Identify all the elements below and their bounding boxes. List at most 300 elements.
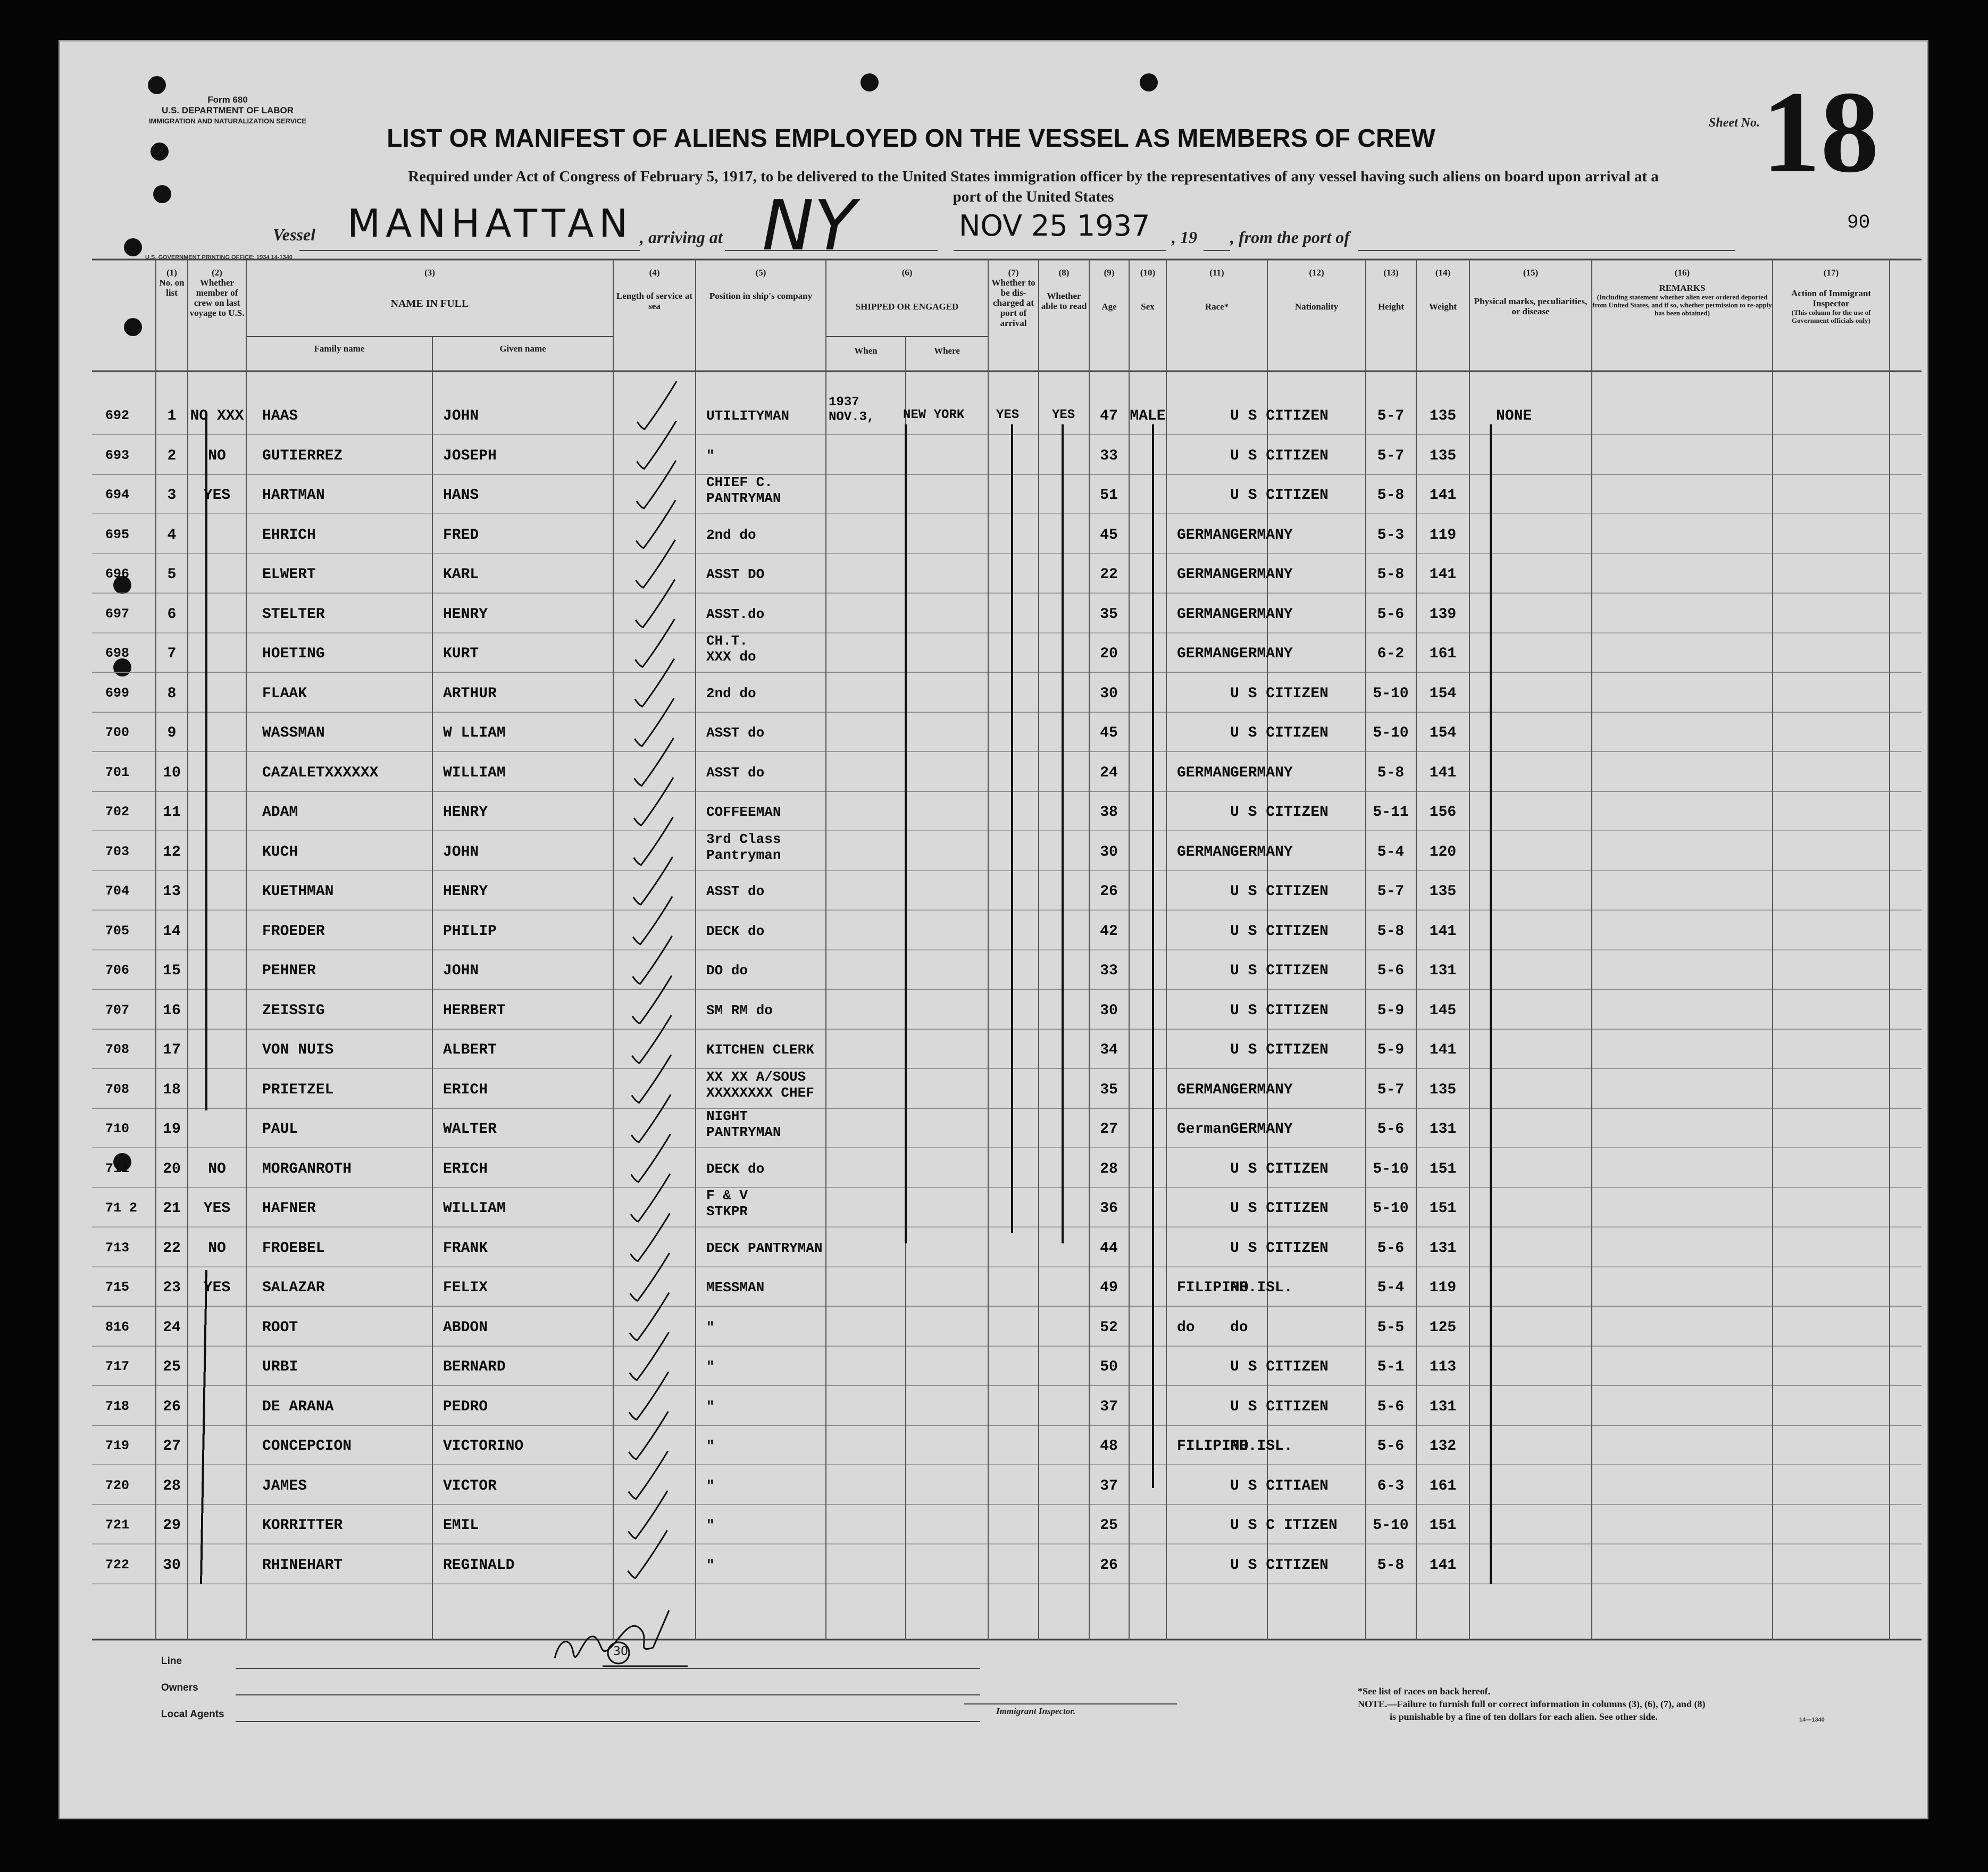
family-name: FROEDER: [262, 923, 325, 940]
list-number: 23: [163, 1280, 181, 1296]
position-line-1: SM RM do: [706, 1002, 773, 1018]
age: 37: [1100, 1398, 1118, 1415]
family-name: URBI: [262, 1359, 298, 1375]
weight: 135: [1429, 883, 1457, 900]
serial-number: 722: [105, 1557, 130, 1573]
arrival-date: NOV 25 1937: [959, 209, 1150, 243]
position-line-1: DO do: [706, 963, 748, 979]
weight: 131: [1429, 1121, 1457, 1138]
nationality: U S CITIZEN: [1230, 1240, 1329, 1257]
ship-position: [706, 804, 781, 820]
serial-number: 692: [105, 408, 130, 423]
family-name: RHINEHART: [262, 1557, 343, 1574]
family-name: KORRITTER: [262, 1517, 343, 1534]
race: GERMAN: [1177, 1081, 1231, 1098]
weight: 131: [1429, 1240, 1457, 1257]
weight: 161: [1429, 646, 1457, 662]
age: 30: [1100, 1002, 1118, 1019]
weight: 161: [1429, 1477, 1457, 1494]
weight: 119: [1429, 526, 1457, 544]
list-number: 11: [163, 804, 181, 821]
ship-position: [706, 1002, 773, 1018]
family-name: PEHNER: [262, 963, 316, 979]
list-number: 12: [163, 843, 181, 860]
height: 5-6: [1377, 1240, 1405, 1257]
position-line-1: 2nd do: [706, 685, 756, 701]
weight: 139: [1429, 606, 1457, 623]
age: 35: [1100, 1081, 1118, 1098]
height: 5-7: [1377, 408, 1405, 424]
age: 45: [1100, 526, 1118, 544]
nationality: U S CITIZEN: [1230, 447, 1329, 464]
weight: 113: [1429, 1359, 1457, 1375]
position-line-1: CHIEF C.: [706, 474, 773, 490]
position-line-1: UTILITYMAN: [706, 408, 790, 424]
given-name: HERBERT: [443, 1002, 506, 1019]
nationality: GERMANY: [1230, 606, 1293, 623]
crew-last-voyage: YES: [203, 1280, 231, 1296]
age: 38: [1100, 804, 1118, 821]
given-name: VICTORINO: [443, 1438, 524, 1455]
list-number: 20: [163, 1160, 181, 1177]
position-line-1: MESSMAN: [706, 1280, 765, 1296]
ship-position: [706, 1280, 764, 1296]
height: 5-8: [1377, 1557, 1405, 1574]
footer-owners-label: Owners: [161, 1682, 198, 1693]
manifest-subtitle: Required under Act of Congress of February 5, 1917, to be delivered to the United States immigration officer by the representatives of any vessel having such aliens on board upon arrival at a port of the United States: [408, 168, 1659, 205]
age: 27: [1100, 1121, 1118, 1138]
height: 5-10: [1373, 1517, 1409, 1534]
list-number: 9: [167, 725, 177, 741]
list-number: 22: [163, 1240, 181, 1257]
height: 5-6: [1377, 1438, 1405, 1455]
col-17-header: (17) Action of Immigrant Inspector (This column for the use of Government officials only): [1791, 268, 1872, 324]
list-number: 19: [163, 1121, 181, 1138]
height: 6-2: [1377, 646, 1405, 662]
weight: 135: [1429, 447, 1457, 464]
serial-number: 704: [105, 883, 130, 899]
list-number: 6: [167, 606, 177, 623]
footer-rule: [236, 1668, 980, 1669]
ship-position: [706, 963, 748, 979]
race: GERMAN: [1177, 566, 1231, 583]
col-6a-header: When: [854, 346, 878, 356]
nationality: GERMANY: [1230, 843, 1293, 860]
family-name: SALAZAR: [262, 1280, 325, 1296]
given-name: KARL: [443, 566, 479, 583]
given-name: VICTOR: [443, 1477, 497, 1494]
col-10-header: (10) Sex: [1140, 268, 1156, 312]
weight: 141: [1429, 764, 1457, 781]
height: 5-4: [1377, 843, 1405, 860]
height: 5-7: [1377, 1081, 1405, 1098]
nationality: GERMANY: [1230, 1121, 1293, 1138]
weight: 135: [1429, 408, 1457, 424]
year-label: , 19: [1172, 228, 1197, 247]
discharged: YES: [996, 408, 1020, 422]
family-name: FROEBEL: [262, 1240, 325, 1257]
nationality: U S C ITIZEN: [1230, 1517, 1338, 1534]
nationality: U S CITIZEN: [1230, 883, 1329, 900]
nationality: U S CITIZEN: [1230, 923, 1329, 940]
family-name: HAFNER: [262, 1200, 316, 1217]
weight: 151: [1429, 1160, 1457, 1177]
nationality: GERMANY: [1230, 1081, 1293, 1098]
ship-position: [706, 686, 756, 701]
position-line-1: 3rd Class: [706, 831, 781, 847]
weight: 141: [1429, 566, 1457, 583]
shipped-where: NEW YORK: [903, 408, 965, 422]
given-name: W LLIAM: [443, 725, 506, 741]
height: 5-6: [1377, 1398, 1405, 1415]
given-name: EMIL: [443, 1517, 479, 1534]
position-line-1: DECK PANTRYMAN: [706, 1240, 823, 1256]
signature-mark: 30: [613, 1645, 628, 1658]
list-number: 28: [163, 1477, 181, 1494]
col-6-header: (6) SHIPPED OR ENGAGED: [855, 268, 959, 312]
age: 35: [1100, 606, 1118, 623]
inspector-rule: [964, 1703, 1177, 1704]
manifest-sheet: [59, 40, 1928, 1819]
ship-position: [706, 1478, 715, 1494]
serial-number: 816: [105, 1319, 130, 1335]
nationality: U S CITIZEN: [1230, 1398, 1329, 1415]
given-name: ARTHUR: [443, 685, 497, 702]
col-7-header: (7) Whether to be dis-charged at port of arrival: [991, 268, 1035, 328]
given-name: PHILIP: [443, 923, 497, 940]
family-name: EHRICH: [262, 526, 316, 544]
manifest-title: LIST OR MANIFEST OF ALIENS EMPLOYED ON THE VESSEL AS MEMBERS OF CREW: [387, 124, 1435, 153]
height: 6-3: [1377, 1477, 1405, 1494]
family-name: FLAAK: [262, 685, 307, 702]
department: U.S. DEPARTMENT OF LABOR: [161, 105, 294, 115]
sex: MALE: [1130, 408, 1166, 424]
height: 5-11: [1373, 804, 1409, 821]
family-name: CAZALETXXXXXX: [262, 764, 379, 781]
col-1-header: (1) No. on list: [159, 268, 185, 298]
nationality: U S CITIZEN: [1230, 1002, 1329, 1019]
nationality: U S CITIZEN: [1230, 804, 1329, 821]
service: IMMIGRATION AND NATURALIZATION SERVICE: [148, 117, 307, 125]
weight: 120: [1429, 843, 1457, 860]
serial-number: 703: [105, 843, 130, 859]
serial-number: 721: [105, 1517, 130, 1533]
serial-number: 720: [105, 1477, 130, 1493]
position-line-1: ": [706, 1477, 715, 1494]
footer-line-label: Line: [161, 1656, 182, 1667]
col-16-header: (16) REMARKS (Including statement whether alien ever ordered deported from United States, and if so, whether permission to re-apply has been obtained): [1592, 268, 1772, 317]
race: GERMAN: [1177, 764, 1231, 781]
position-line-2: PANTRYMAN: [706, 1124, 781, 1140]
height: 5-8: [1377, 487, 1405, 504]
footer-rule: [236, 1721, 980, 1722]
serial-number: 696: [105, 566, 130, 582]
position-line-2: STKPR: [706, 1204, 748, 1219]
ship-position: [706, 633, 756, 665]
nationality: U S CITIZEN: [1230, 725, 1329, 741]
ship-position: [706, 1517, 715, 1533]
serial-number: 710: [105, 1121, 130, 1136]
given-name: JOHN: [443, 843, 479, 860]
age: 26: [1100, 1557, 1118, 1574]
weight: 141: [1429, 487, 1457, 504]
position-line-2: Pantryman: [706, 847, 781, 863]
list-number: 17: [163, 1042, 181, 1058]
height: 5-8: [1377, 764, 1405, 781]
col-8-header: (8) Whether able to read: [1041, 268, 1087, 311]
race: GERMAN: [1177, 646, 1231, 662]
race: FILIPINO: [1177, 1280, 1249, 1296]
serial-number: 701: [105, 764, 130, 780]
ship-position: [706, 923, 764, 939]
footer-rule: [236, 1694, 980, 1695]
ship-position: [706, 1042, 814, 1058]
position-line-1: ": [706, 1517, 715, 1533]
age: 28: [1100, 1160, 1118, 1177]
family-name: PRIETZEL: [262, 1081, 334, 1098]
family-name: ROOT: [262, 1319, 298, 1336]
nationality: PH.ISL.: [1230, 1280, 1293, 1296]
age: 30: [1100, 843, 1118, 860]
list-number: 25: [163, 1359, 181, 1375]
weight: 141: [1429, 1557, 1457, 1574]
position-line-1: ": [706, 1398, 715, 1415]
serial-number: 706: [105, 963, 130, 978]
list-number: 18: [163, 1081, 181, 1098]
position-line-1: ": [706, 1319, 715, 1335]
weight: 145: [1429, 1002, 1457, 1019]
height: 5-10: [1373, 1200, 1409, 1217]
ship-position: [706, 831, 781, 863]
serial-number: 697: [105, 606, 130, 622]
list-number: 29: [163, 1517, 181, 1534]
col-3a-header: Family name: [314, 344, 365, 354]
nationality: U S CITIZEN: [1230, 487, 1329, 504]
age: 45: [1100, 725, 1118, 741]
weight: 119: [1429, 1280, 1457, 1296]
serial-number: 71 2: [105, 1200, 138, 1216]
given-name: JOHN: [443, 408, 479, 424]
list-number: 7: [167, 646, 177, 662]
from-port-label: , from the port of: [1230, 228, 1350, 247]
form-number: Form 680: [207, 95, 248, 105]
crew-last-voyage: NO: [208, 1240, 226, 1257]
position-line-1: XX XX A/SOUS: [706, 1068, 806, 1085]
footer-agents-label: Local Agents: [161, 1709, 224, 1720]
position-line-1: ASST do: [706, 883, 765, 899]
position-line-1: 2nd do: [706, 526, 756, 543]
age: 20: [1100, 646, 1118, 662]
given-name: HANS: [443, 487, 479, 504]
shipped-when: [829, 395, 874, 425]
col-9-header: (9) Age: [1101, 268, 1117, 312]
serial-number: 719: [105, 1438, 130, 1453]
col-12-header: (12) Nationality: [1294, 268, 1339, 312]
col-11-header: (11) Race*: [1205, 268, 1229, 312]
form-code: 14—1340: [1799, 1717, 1825, 1723]
nationality: U S CITIZEN: [1230, 685, 1329, 702]
race: FILIPINO: [1177, 1438, 1249, 1455]
given-name: ERICH: [443, 1160, 488, 1177]
family-name: JAMES: [262, 1477, 307, 1494]
list-number: 10: [163, 764, 181, 781]
height: 5-9: [1377, 1042, 1405, 1058]
height: 5-7: [1377, 883, 1405, 900]
given-name: REGINALD: [443, 1557, 515, 1574]
serial-number: 708: [105, 1081, 130, 1097]
vessel-name: MANHATTAN: [347, 201, 633, 246]
ship-position: [706, 1108, 781, 1140]
nationality: U S CITIZEN: [1230, 408, 1329, 424]
height: 5-8: [1377, 923, 1405, 940]
weight: 141: [1429, 1042, 1457, 1058]
given-name: JOHN: [443, 963, 479, 979]
col-3b-header: Given name: [499, 344, 546, 354]
given-name: BERNARD: [443, 1359, 506, 1375]
footer-notes: *See list of races on back hereof. NOTE.—Failure to furnish full or correct information in columns (3), (6), (7), and (8) is punishable by a fine of ten dollars for each alien. See other side.: [1358, 1686, 1706, 1722]
nationality: U S CITIZEN: [1230, 1557, 1329, 1574]
list-number: 3: [167, 487, 177, 504]
height: 5-8: [1377, 566, 1405, 583]
given-name: HENRY: [443, 606, 488, 623]
position-line-1: ": [706, 1557, 715, 1573]
ship-position: [706, 448, 715, 464]
ship-position: [706, 474, 781, 506]
nationality: U S CITIZEN: [1230, 963, 1329, 979]
position-line-2: PANTRYMAN: [706, 490, 781, 506]
physical-marks: NONE: [1496, 408, 1532, 424]
height: 5-9: [1377, 1002, 1405, 1019]
age: 24: [1100, 764, 1118, 781]
age: 51: [1100, 487, 1118, 504]
col-2-header: (2) Whether member of crew on last voyage to U.S.: [189, 268, 245, 318]
age: 34: [1100, 1042, 1118, 1058]
col-6b-header: Where: [934, 346, 960, 356]
age: 25: [1100, 1517, 1118, 1534]
nationality: U S CITIZEN: [1230, 1160, 1329, 1177]
serial-number: 718: [105, 1398, 130, 1414]
list-number: 8: [167, 685, 177, 702]
check-mark: [637, 381, 676, 429]
arriving-label: , arriving at: [640, 228, 723, 247]
nationality: U S CITIAEN: [1230, 1477, 1329, 1494]
age: 49: [1100, 1280, 1118, 1296]
given-name: WILLIAM: [443, 1200, 506, 1217]
serial-number: 694: [105, 487, 130, 503]
list-number: 1: [167, 408, 177, 424]
family-name: GUTIERREZ: [262, 447, 343, 464]
race: GERMAN: [1177, 843, 1231, 860]
list-number: 2: [167, 447, 177, 464]
arriving-port: NY: [762, 185, 856, 266]
ship-position: [706, 606, 764, 622]
ship-position: [706, 527, 756, 543]
nationality: U S CITIZEN: [1230, 1042, 1329, 1058]
age: 44: [1100, 1240, 1118, 1257]
ship-position: [706, 1069, 814, 1101]
given-name: FRANK: [443, 1240, 488, 1257]
position-line-1: DECK do: [706, 923, 765, 939]
crew-last-voyage: NO: [208, 447, 226, 464]
col-14-header: (14) Weight: [1429, 268, 1457, 312]
age: 50: [1100, 1359, 1118, 1375]
list-number: 26: [163, 1398, 181, 1415]
position-line-1: ASST do: [706, 764, 765, 781]
ship-position: [706, 1557, 715, 1573]
family-name: PAUL: [262, 1121, 298, 1138]
ship-position: [706, 883, 764, 899]
col-4-header: (4) Length of service at sea: [616, 268, 693, 311]
weight: 151: [1429, 1517, 1457, 1534]
position-line-1: ASST.do: [706, 606, 765, 622]
age: 26: [1100, 883, 1118, 900]
age: 47: [1100, 408, 1118, 424]
height: 5-10: [1373, 685, 1409, 702]
given-name: ABDON: [443, 1319, 488, 1336]
given-name: ALBERT: [443, 1042, 497, 1058]
serial-number: 695: [105, 526, 130, 542]
race: GERMAN: [1177, 606, 1231, 623]
age: 33: [1100, 447, 1118, 464]
ship-position: [706, 1188, 748, 1219]
age: 37: [1100, 1477, 1118, 1494]
height: 5-6: [1377, 1121, 1405, 1138]
height: 5-7: [1377, 447, 1405, 464]
position-line-1: DECK do: [706, 1160, 765, 1177]
age: 52: [1100, 1319, 1118, 1336]
height: 5-3: [1377, 526, 1405, 544]
given-name: PEDRO: [443, 1398, 488, 1415]
serial-number: 693: [105, 447, 130, 463]
list-number: 14: [163, 923, 181, 940]
list-number: 13: [163, 883, 181, 900]
crew-last-voyage: YES: [203, 1200, 231, 1217]
age: 42: [1100, 923, 1118, 940]
sheet-number: 18: [1762, 67, 1879, 197]
position-line-2: XXXXXXXX CHEF: [706, 1084, 814, 1101]
age: 30: [1100, 685, 1118, 702]
family-name: MORGANROTH: [262, 1160, 352, 1177]
weight: 131: [1429, 963, 1457, 979]
position-line-1: ASST DO: [706, 566, 765, 582]
nationality: GERMANY: [1230, 764, 1293, 781]
weight: 141: [1429, 923, 1457, 940]
col-5-header: (5) Position in ship's company: [709, 268, 813, 301]
age: 33: [1100, 963, 1118, 979]
serial-number: 705: [105, 923, 130, 939]
given-name: HENRY: [443, 883, 488, 900]
shipped-year: 1937: [829, 395, 859, 410]
weight: 154: [1429, 725, 1457, 741]
crew-last-voyage: NO: [208, 1160, 226, 1177]
given-name: WALTER: [443, 1121, 497, 1138]
height: 5-6: [1377, 963, 1405, 979]
family-name: HAAS: [262, 408, 298, 424]
list-number: 5: [167, 566, 177, 583]
family-name: HARTMAN: [262, 487, 325, 504]
position-line-1: ": [706, 447, 715, 464]
age: 36: [1100, 1200, 1118, 1217]
list-number: 30: [163, 1557, 181, 1574]
nationality: PH.ISL.: [1230, 1438, 1293, 1455]
list-number: 16: [163, 1002, 181, 1019]
position-line-1: ": [706, 1359, 715, 1375]
given-name: JOSEPH: [443, 447, 497, 464]
family-name: ELWERT: [262, 566, 316, 583]
position-line-1: ASST do: [706, 725, 765, 741]
given-name: ERICH: [443, 1081, 488, 1098]
serial-number: 700: [105, 725, 130, 740]
